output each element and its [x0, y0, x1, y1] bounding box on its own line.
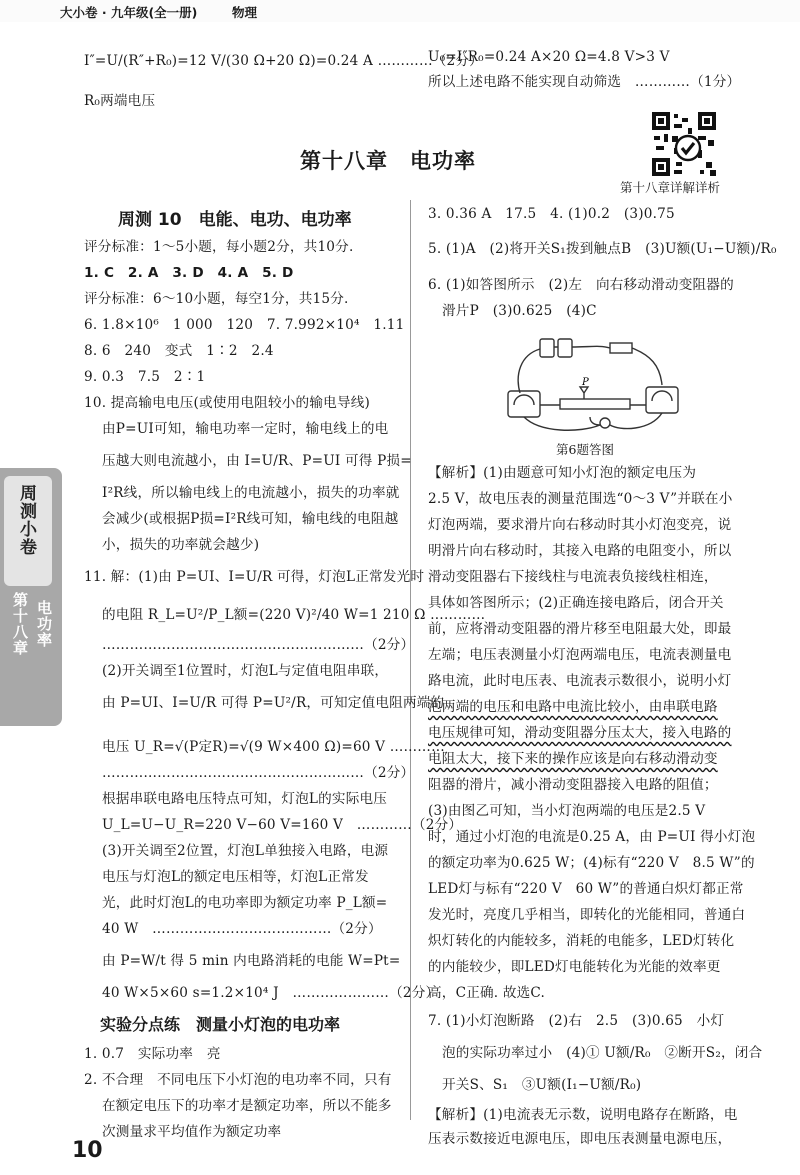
answer-line: 由 P=W/t 得 5 min 内电路消耗的电能 W=Pt= — [102, 953, 401, 969]
subject-label: 物理 — [232, 5, 258, 20]
analysis-line: 泡两端的电压和电路中电流比较小，由串联电路 — [428, 699, 718, 715]
analysis-line: LED灯与标有“220 V 60 W”的普通白炽灯都正常 — [428, 881, 744, 897]
circuit-diagram — [500, 335, 690, 435]
formula-line: I″=U/(R″+R₀)=12 V/(30 Ω+20 Ω)=0.24 A …………（2分） — [84, 53, 483, 69]
analysis-line: 前，应将滑动变阻器的滑片移至电阻最大处，即最 — [428, 621, 732, 637]
analysis-line: 电压规律可知，滑动变阻器分压太大，接入电路的 — [428, 725, 732, 741]
answer-line: 8. 6 240 变式 1∶2 2.4 — [84, 343, 274, 359]
score-line: 40 W×5×60 s=1.2×10⁴ J …………………（2分） — [102, 985, 440, 1001]
score-line: …………………………………………………（2分） — [102, 765, 415, 781]
formula-line: U₀=I″R₀=0.24 A×20 Ω=4.8 V>3 V — [428, 49, 670, 65]
analysis-line: 压表示数接近电源电压，即电压表测量电源电压， — [428, 1131, 732, 1147]
book-title: 大小卷 · 九年级(全一册) — [60, 5, 198, 20]
analysis-line: 时，通过小灯泡的电流是0.25 A，由 P=UI 得小灯泡 — [428, 829, 756, 845]
analysis-line: 电阻太大，接下来的操作应该是向右移动滑动变 — [428, 751, 718, 767]
answer-line: 7. (1)小灯泡断路 (2)右 2.5 (3)0.65 小灯 — [428, 1013, 725, 1029]
answer-line: U_L=U−U_R=220 V−60 V=160 V …………（2分） — [102, 817, 463, 833]
analysis-line: 的内能较少，即LED灯电能转化为光能的效率更 — [428, 959, 721, 975]
answer-line: 9. 0.3 7.5 2∶1 — [84, 369, 206, 385]
answer-line: 由 P=UI、I=U/R 可得 P=U²/R，可知定值电阻两端的 — [102, 695, 445, 711]
analysis-line: 的额定功率为0.625 W；(4)标有“220 V 8.5 W”的 — [428, 855, 755, 871]
answer-line: 次测量求平均值作为额定功率 — [102, 1124, 282, 1140]
answer-line: I²R线，所以输电线上的电流越小，损失的功率就 — [102, 485, 400, 501]
answer-line: 光，此时灯泡L的电功率即为额定功率 P_L额= — [102, 895, 388, 911]
answer-line: 5. (1)A (2)将开关S₁拨到触点B (3)U额(U₁−U额)/R₀ — [428, 241, 777, 257]
analysis-line: 炽灯转化的内能较多，消耗的电能多，LED灯转化 — [428, 933, 735, 949]
scoring-line: 评分标准：1～5小题，每小题2分，共10分. — [84, 239, 354, 255]
page-number: 10 — [72, 1138, 103, 1163]
answer-line: 1. C 2. A 3. D 4. A 5. D — [84, 265, 294, 281]
qr-code-icon[interactable] — [650, 110, 718, 178]
column-divider — [410, 200, 411, 1120]
analysis-line: 2.5 V，故电压表的测量范围选“0～3 V”并联在小 — [428, 491, 733, 507]
section-title: 实验分点练 测量小灯泡的电功率 — [100, 1015, 341, 1034]
analysis-line: 【解析】(1)电流表无示数，说明电路存在断路，电 — [428, 1107, 738, 1123]
analysis-line: 具体如答图所示；(2)正确连接电路后，闭合开关 — [428, 595, 724, 611]
answer-line: (2)开关调至1位置时，灯泡L与定值电阻串联， — [102, 663, 389, 679]
answer-line: 根据串联电路电压特点可知，灯泡L的实际电压 — [102, 791, 388, 807]
analysis-line: 灯泡两端，要求滑片向右移动时其小灯泡变亮，说 — [428, 517, 732, 533]
answer-line: 开关S、S₁ ③U额(I₁−U额/R₀) — [442, 1077, 642, 1093]
svg-text:P: P — [582, 377, 589, 388]
section-title: 周测 10 电能、电功、电功率 — [118, 210, 352, 230]
answer-line: 会减少(或根据P损=I²R线可知，输电线的电阻越 — [102, 511, 399, 527]
text-line: R₀两端电压 — [84, 93, 156, 109]
analysis-line: 【解析】(1)由题意可知小灯泡的额定电压为 — [428, 465, 697, 481]
answer-line: 6. (1)如答图所示 (2)左 向右移动滑动变阻器的 — [428, 277, 734, 293]
answer-line: 的电阻 R_L=U²/P_L额=(220 V)²/40 W=1 210 Ω ………… — [102, 607, 486, 623]
answer-line: 电压与灯泡L的额定电压相等，灯泡L正常发 — [102, 869, 369, 885]
answer-line: 压越大则电流越小，由 I=U/R、P=UI 可得 P损= — [102, 453, 412, 469]
text-line: 所以上述电路不能实现自动筛选 …………（1分） — [428, 74, 741, 90]
answer-line: 11. 解：(1)由 P=UI、I=U/R 可得，灯泡L正常发光时 — [84, 569, 425, 585]
side-tab-chapter: 第十八章 — [11, 592, 29, 656]
side-tab-label: 周测小卷 — [16, 484, 36, 556]
answer-line: 泡的实际功率过小 (4)① U额/R₀ ②断开S₂，闭合 — [442, 1045, 763, 1061]
analysis-line: 明滑片向右移动时，其接入电路的电阻变小，所以 — [428, 543, 732, 559]
analysis-line: 高，C正确. 故选C. — [428, 985, 546, 1001]
figure-caption: 第6题答图 — [556, 442, 614, 457]
side-tab-topic: 电功率 — [35, 600, 53, 648]
answer-line: 3. 0.36 A 17.5 4. (1)0.2 (3)0.75 — [428, 206, 675, 222]
analysis-line: 阻器的滑片，减小滑动变阻器接入电路的阻值； — [428, 777, 718, 793]
answer-line: 小，损失的功率就会越少) — [102, 537, 260, 553]
answer-line: 6. 1.8×10⁶ 1 000 120 7. 7.992×10⁴ 1.11 — [84, 317, 405, 333]
answer-line: 1. 0.7 实际功率 亮 — [84, 1046, 221, 1062]
analysis-line: 路电流，此时电压表、电流表示数很小，说明小灯 — [428, 673, 732, 689]
analysis-line: 发光时，亮度几乎相当，即转化的光能相同，普通白 — [428, 907, 746, 923]
score-line: 40 W …………………………………（2分） — [102, 921, 382, 937]
answer-line: 由P=UI可知，输电功率一定时，输电线上的电 — [102, 421, 389, 437]
answer-line: 10. 提高输电电压(或使用电阻较小的输电导线) — [84, 395, 371, 411]
answer-line: 滑片P (3)0.625 (4)C — [442, 303, 597, 319]
analysis-line: 左端；电压表测量小灯泡两端电压，电流表测量电 — [428, 647, 732, 663]
chapter-title: 第十八章 电功率 — [300, 149, 476, 173]
answer-line: 2. 不合理 不同电压下小灯泡的电功率不同，只有 — [84, 1072, 392, 1088]
score-line: …………………………………………………（2分） — [102, 637, 415, 653]
answer-line: (3)开关调至2位置，灯泡L单独接入电路，电源 — [102, 843, 389, 859]
analysis-line: (3)由图乙可知，当小灯泡两端的电压是2.5 V — [428, 803, 706, 819]
qr-caption: 第十八章详解详析 — [620, 180, 721, 195]
analysis-line: 滑动变阻器右下接线柱与电流表负接线柱相连， — [428, 569, 718, 585]
answer-line: 电压 U_R=√(P定R)=√(9 W×400 Ω)=60 V ………… — [102, 739, 445, 755]
scoring-line: 评分标准：6～10小题，每空1分，共15分. — [84, 291, 349, 307]
answer-line: 在额定电压下的功率才是额定功率，所以不能多 — [102, 1098, 392, 1114]
